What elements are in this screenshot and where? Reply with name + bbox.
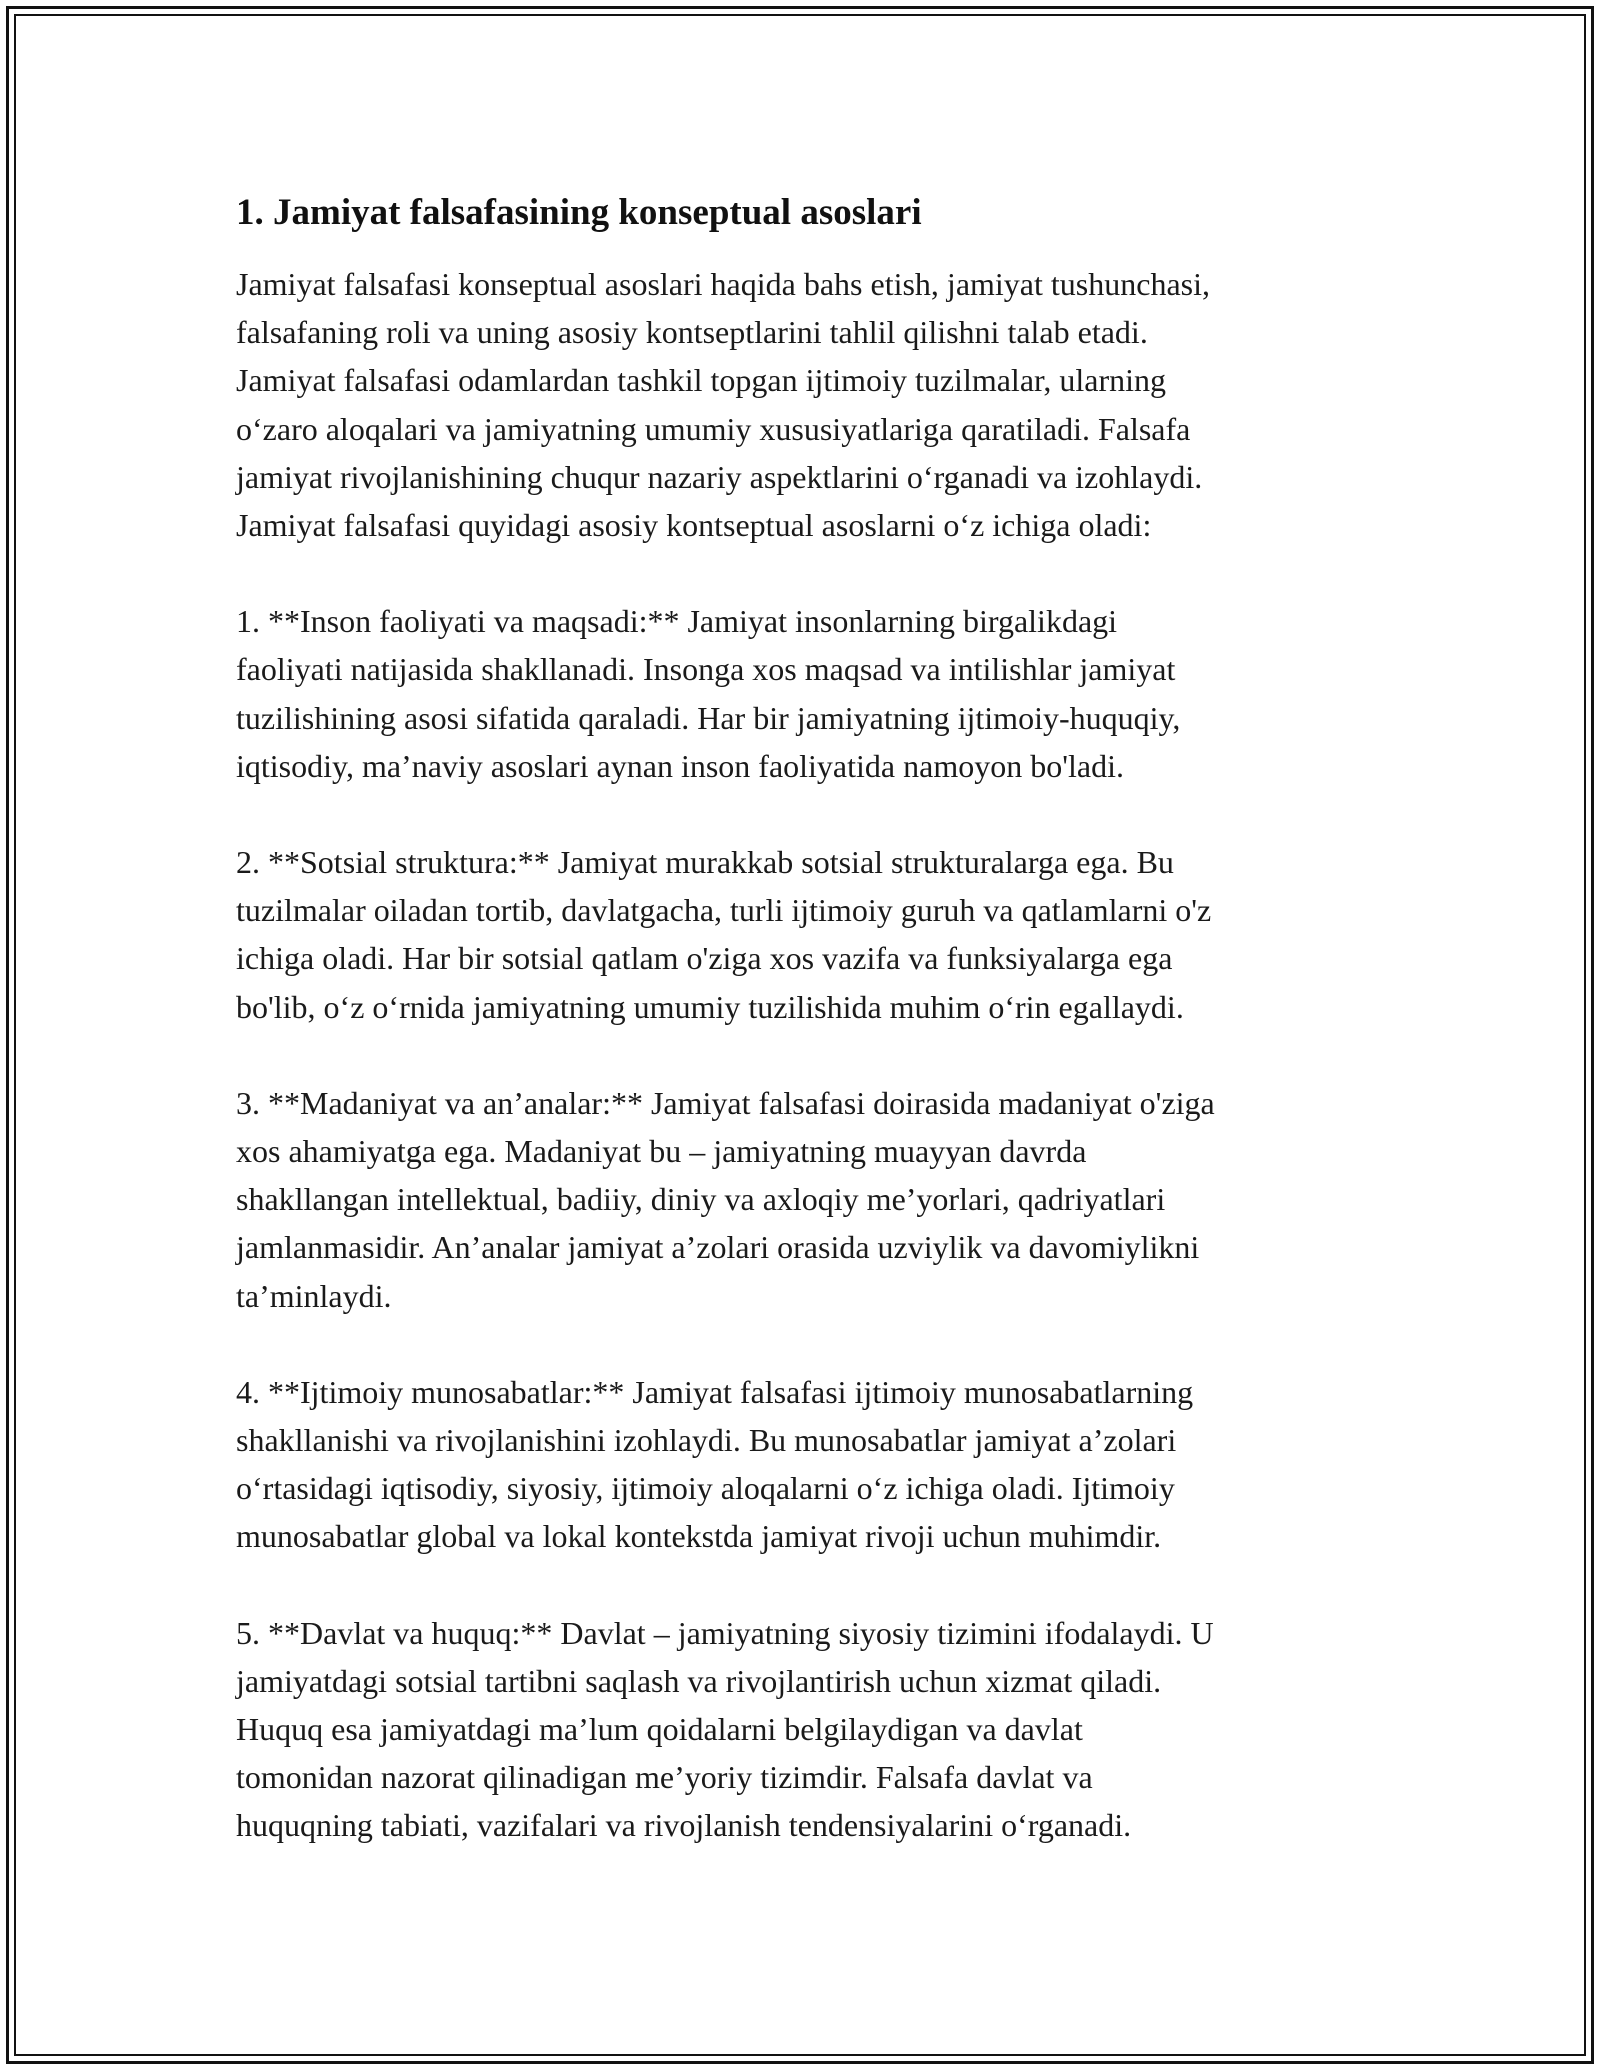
text-line: o‘rtasidagi iqtisodiy, siyosiy, ijtimoiy aloqalarni o‘z ichiga oladi. Ijtimoiy <box>236 1470 1175 1507</box>
text-line: jamiyatdagi sotsial tartibni saqlash va rivojlantirish uchun xizmat qiladi. <box>236 1662 1162 1699</box>
paragraph <box>236 260 1386 549</box>
text-line: o‘zaro aloqalari va jamiyatning umumiy xususiyatlariga qaratiladi. Falsafa <box>236 410 1191 447</box>
text-line: tuzilmalar oiladan tortib, davlatgacha, turli ijtimoiy guruh va qatlamlarni o'z <box>236 892 1212 929</box>
text-line: tuzilishining asosi sifatida qaraladi. Har bir jamiyatning ijtimoiy-huquqiy, <box>236 699 1181 736</box>
text-line: Jamiyat falsafasi quyidagi asosiy kontseptual asoslarni o‘z ichiga oladi: <box>236 507 1152 544</box>
text-line: ichiga oladi. Har bir sotsial qatlam o'ziga xos vazifa va funksiyalarga ega <box>236 940 1173 977</box>
text-line: iqtisodiy, ma’naviy asoslari aynan inson faoliyatida namoyon bo'ladi. <box>236 747 1124 784</box>
text-line: falsafaning roli va uning asosiy kontseptlarini tahlil qilishni talab etadi. <box>236 314 1148 351</box>
text-line: 3. **Madaniyat va an’analar:** Jamiyat falsafasi doirasida madaniyat o'ziga <box>236 1084 1215 1121</box>
text-line: huquqning tabiati, vazifalari va rivojlanish tendensiyalarini o‘rganadi. <box>236 1807 1132 1844</box>
text-line: faoliyati natijasida shakllanadi. Insonga xos maqsad va intilishlar jamiyat <box>236 651 1176 688</box>
text-line: Jamiyat falsafasi odamlardan tashkil topgan ijtimoiy tuzilmalar, ularning <box>236 362 1167 399</box>
section-heading: 1. Jamiyat falsafasining konseptual asoslari <box>236 192 922 233</box>
text-line: shakllangan intellektual, badiiy, diniy va axloqiy me’yorlari, qadriyatlari <box>236 1181 1166 1218</box>
paragraph <box>236 838 1386 1031</box>
text-line: jamiyat rivojlanishining chuqur nazariy aspektlarini o‘rganadi va izohlaydi. <box>236 458 1203 495</box>
text-line: 1. **Inson faoliyati va maqsadi:** Jamiyat insonlarning birgalikdagi <box>236 603 1118 640</box>
text-line: shakllanishi va rivojlanishini izohlaydi. Bu munosabatlar jamiyat a’zolari <box>236 1422 1177 1459</box>
paragraph <box>236 597 1386 790</box>
text-line: 5. **Davlat va huquq:** Davlat – jamiyatning siyosiy tizimini ifodalaydi. U <box>236 1614 1214 1651</box>
paragraph <box>236 1368 1386 1561</box>
text-line: munosabatlar global va lokal kontekstda jamiyat rivoji uchun muhimdir. <box>236 1518 1162 1555</box>
text-line: 2. **Sotsial struktura:** Jamiyat murakkab sotsial strukturalarga ega. Bu <box>236 844 1174 881</box>
paragraph-list <box>236 260 1386 1850</box>
text-line: Jamiyat falsafasi konseptual asoslari haqida bahs etish, jamiyat tushunchasi, <box>236 266 1210 302</box>
text-line: tomonidan nazorat qilinadigan me’yoriy tizimdir. Falsafa davlat va <box>236 1759 1093 1796</box>
text-line: ta’minlaydi. <box>236 1277 392 1314</box>
text-line: jamlanmasidir. An’analar jamiyat a’zolari orasida uzviylik va davomiylikni <box>236 1229 1200 1266</box>
paragraph <box>236 1079 1386 1320</box>
text-line: bo'lib, o‘z o‘rnida jamiyatning umumiy tuzilishida muhim o‘rin egallaydi. <box>236 988 1184 1025</box>
document-body <box>236 186 1386 1850</box>
text-line: Huquq esa jamiyatdagi ma’lum qoidalarni belgilaydigan va davlat <box>236 1711 1083 1748</box>
text-line: xos ahamiyatga ega. Madaniyat bu – jamiyatning muayyan davrda <box>236 1133 1087 1170</box>
paragraph <box>236 1609 1386 1850</box>
text-line: 4. **Ijtimoiy munosabatlar:** Jamiyat falsafasi ijtimoiy munosabatlarning <box>236 1373 1194 1410</box>
